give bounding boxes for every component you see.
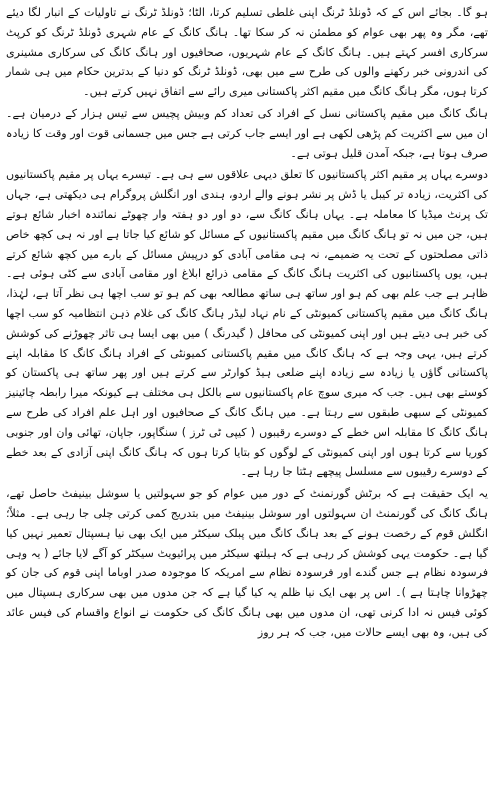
paragraph-1: ہو گا۔ بجائے اس کے کہ ڈونلڈ ٹرنگ اپنی غلطی تسلیم کرتا، الٹا؛ ڈونلڈ ٹرنگ نے تاولیات کے انبار لگا دیئے تھے، مگر وہ پھر بھی عوام کو مطمئن نہ کر سکا تھا۔ ہانگ کانگ کے عام شہری ڈونلڈ ٹرنگ کو کرپٹ سرکاری افسر کہتے ہیں۔ ہانگ کانگ کے عام شہریوں، صحافیوں اور ہانگ کانگ کی سرکاری مشینری کی اندرونی خبر رکھنے والوں کی طرح سے میں بھی، ڈونلڈ ٹرنگ کو دنیا کے بدترین حکام میں ہی شمار کرتا ہوں، مگر ہانگ کانگ میں مقیم اکثر پاکستانی میری رائے سے اتفاق نہیں کرتے ہیں۔ [6,6,488,99]
paragraph-3: دوسرے یہاں پر مقیم اکثر پاکستانیوں کا تعلق دیہی علاقوں سے ہی ہے۔ تیسرے یہاں پر مقیم پاکستانیوں کی اکثریت، زیادہ تر کیبل یا ڈش پر نشر ہونے والے اردو، ہندی اور انگلش پروگرام ہی دیکھتی ہے، جہاں تک پرنٹ میڈیا کا معاملہ ہے۔ یہاں ہانگ کانگ سے، دو اور دو ہفتہ وار چھوٹے نمائندہ اخبار شائع ہوتے ہیں، جن میں نہ تو ہانگ کانگ میں مقیم پاکستانیوں کے مسائل کو شائع کیا جاتا ہے اور نہ ہی کچھ خاص ذاتی مصلحتوں کے تحت یہ ضمیمے، نہ ہی مقامی آبادی کو درپیش مسائل کے بارے میں کچھ شائع کرتے ہیں، یوں پاکستانیوں کی اکثریت ہانگ کانگ کے مقامی ذرائع ابلاغ اور مقامی آبادی سے کٹی ہوئی ہے۔ ظاہر ہے جب علم بھی کم ہو اور ساتھ ہی ساتھ مطالعہ بھی کم ہو تو سب اچھا ہی نظر آتا ہے، لہٰذا، ہانگ کانگ میں مقیم پاکستانی کمیونٹی کے نام نہاد لیڈر ہانگ کانگ کی غلام ذہن انتظامیہ کو سب اچھا کی خبر ہی دیتے ہیں اور اپنی کمیونٹی کی محافل ( گیدرنگ ) میں بھی ایسا ہی تاثر چھوڑنے کی کوشش کرتے ہیں، یہی وجہ ہے کہ ہانگ کانگ میں مقیم پاکستانی کمیونٹی کے افراد ہانگ کانگ کا مقابلہ اپنے پاکستانی گاؤں یا زیادہ سے زیادہ اپنے ضلعی ہیڈ کوارٹر سے کرتے ہیں اور پھر ساتھ ہی پاکستان کو کوستے بھی ہیں۔ جب کہ میری سوچ عام پاکستانیوں سے بالکل ہی مختلف ہے کیونکہ میرا رابطہ چائینیز کمیونٹی کے سبھی طبقوں سے رہتا ہے۔ میں ہانگ کانگ کے صحافیوں اور اہل علم افراد کی طرح سے ہانگ کانگ کا مقابلہ اس خطے کے دوسرے رقیبوں ( کیپی ٹی ٹرز ) سنگاپور، جاپان، تھائی وان اور جنوبی کوریا سے کرتا ہوں اور اپنی کمیونٹی کے لوگوں کو بتایا کرتا ہوں کہ ہانگ کانگ اپنی آزادی کے بعد خطے کے دوسرے رقیبوں سے مسلسل پیچھے ہٹتا جا رہا ہے۔ [6,168,488,479]
paragraph-4: یہ ایک حقیقت ہے کہ برٹش گورنمنٹ کے دور میں عوام کو جو سہولتیں یا سوشل بینیفٹ حاصل تھے، ہانگ کانگ کی گورنمنٹ ان سہولتوں اور سوشل بینیفٹ میں بتدریج کمی کرتی چلی جا رہی ہے۔ مثلاً؛ انگلش قوم کے رخصت ہونے کے بعد ہانگ کانگ میں پبلک سیکٹر میں ایک بھی نیا ہسپتال تعمیر نہیں کیا گیا ہے۔ حکومت یہی کوشش کر رہی ہے کہ ہیلتھ سیکٹر میں پرائیویٹ سیکٹر کو آگے لایا جائے ( یہ وہی فرسودہ نظام ہے جس گندے اور فرسودہ نظام سے امریکہ کا موجودہ صدر اوباما اپنی قوم کی جان کو چھڑوانا چاہتا ہے )۔ اس پر بھی ایک نیا ظلم یہ کیا گیا ہے کہ جن مدوں میں بھی سرکاری ہسپتال میں کوئی فیس نہ ادا کرنی تھی، ان مدوں میں بھی ہانگ کانگ کی حکومت نے انواع واقسام کی فیس عائد کی ہیں، وہ بھی ایسے حالات میں، جب کہ ہر روز [6,487,488,639]
paragraph-2: ہانگ کانگ میں مقیم پاکستانی نسل کے افراد کی تعداد کم وبیش پچیس سے تیس ہزار کے درمیان ہے۔ ان میں سے اکثریت کم پڑھی لکھی ہے اور ایسے جاب کرتی ہے جس میں جسمانی قوت اور وقت کا زیادہ صرف ہوتا ہے، جبکہ آمدن قلیل ہوتی ہے۔ [6,106,488,160]
